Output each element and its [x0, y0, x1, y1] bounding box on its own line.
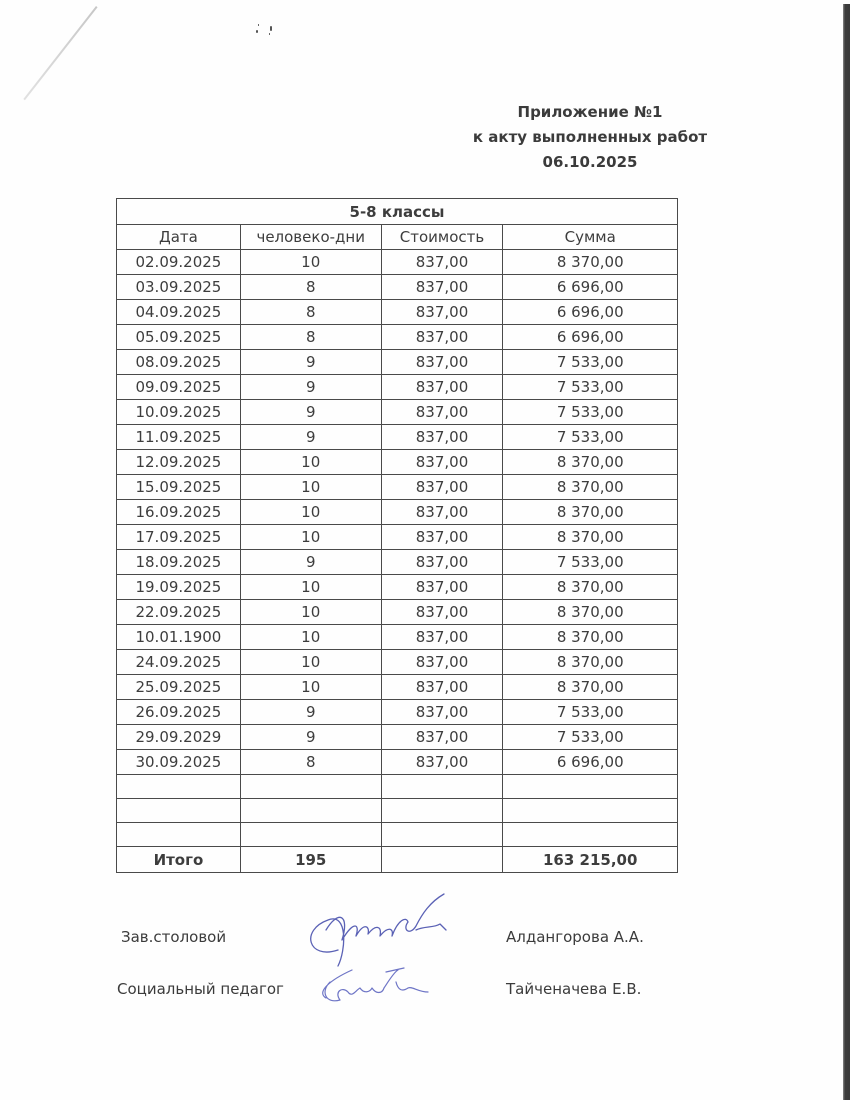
report-table — [116, 198, 678, 873]
appendix-header — [440, 100, 740, 175]
cell-cost: 837,00 — [381, 525, 503, 550]
cell-sum: 7 533,00 — [503, 375, 678, 400]
cell-sum: 8 370,00 — [503, 450, 678, 475]
cell-sum: 6 696,00 — [503, 750, 678, 775]
cell-cost: 837,00 — [381, 725, 503, 750]
cell-person-days: 9 — [240, 700, 381, 725]
cell-sum: 8 370,00 — [503, 600, 678, 625]
signer-name: Алдангорова А.А. — [506, 928, 644, 946]
cell-cost: 837,00 — [381, 375, 503, 400]
cell-sum: 7 533,00 — [503, 350, 678, 375]
cell-sum: 8 370,00 — [503, 500, 678, 525]
table-body — [117, 250, 678, 847]
cell-sum: 7 533,00 — [503, 550, 678, 575]
appendix-subtitle: к акту выполненных работ — [472, 128, 708, 146]
cell-cost: 837,00 — [381, 450, 503, 475]
table-title: 5-8 классы — [117, 199, 678, 225]
cell-date: 16.09.2025 — [117, 500, 241, 525]
cell-date: 17.09.2025 — [117, 525, 241, 550]
appendix-date: 06.10.2025 — [542, 153, 638, 171]
cell-person-days: 8 — [240, 750, 381, 775]
cell-sum: 7 533,00 — [503, 700, 678, 725]
cell-sum: 6 696,00 — [503, 275, 678, 300]
cell-person-days: 10 — [240, 575, 381, 600]
table-header-row — [117, 225, 678, 250]
cell-person-days: 9 — [240, 400, 381, 425]
cell-person-days: 9 — [240, 725, 381, 750]
speck — [256, 30, 258, 33]
cell-cost: 837,00 — [381, 600, 503, 625]
total-person-days: 195 — [240, 847, 381, 873]
cell-date: 19.09.2025 — [117, 575, 241, 600]
scan-specks — [254, 22, 278, 40]
cell-date: 10.01.1900 — [117, 625, 241, 650]
cell-sum: 8 370,00 — [503, 525, 678, 550]
empty-cell — [117, 775, 241, 799]
signer-role: Зав.столовой — [121, 928, 227, 946]
cell-date: 05.09.2025 — [117, 325, 241, 350]
cell-date: 11.09.2025 — [117, 425, 241, 450]
cell-person-days: 10 — [240, 675, 381, 700]
scan-fold-line — [23, 6, 97, 100]
table-row — [117, 375, 678, 400]
cell-cost: 837,00 — [381, 700, 503, 725]
table-row-empty — [117, 799, 678, 823]
empty-cell — [117, 823, 241, 847]
total-label: Итого — [117, 847, 241, 873]
cell-person-days: 10 — [240, 525, 381, 550]
cell-sum: 7 533,00 — [503, 725, 678, 750]
cell-person-days: 9 — [240, 425, 381, 450]
cell-date: 18.09.2025 — [117, 550, 241, 575]
cell-sum: 8 370,00 — [503, 625, 678, 650]
total-sum: 163 215,00 — [503, 847, 678, 873]
cell-cost: 837,00 — [381, 675, 503, 700]
signer-role: Социальный педагог — [117, 980, 284, 998]
table-row — [117, 325, 678, 350]
cell-person-days: 10 — [240, 500, 381, 525]
cell-sum: 8 370,00 — [503, 575, 678, 600]
table-row — [117, 550, 678, 575]
table-row — [117, 250, 678, 275]
cell-cost: 837,00 — [381, 350, 503, 375]
cell-cost: 837,00 — [381, 250, 503, 275]
table-row — [117, 475, 678, 500]
table-row — [117, 400, 678, 425]
table-row — [117, 725, 678, 750]
cell-sum: 8 370,00 — [503, 650, 678, 675]
cell-date: 30.09.2025 — [117, 750, 241, 775]
cell-cost: 837,00 — [381, 650, 503, 675]
cell-sum: 6 696,00 — [503, 325, 678, 350]
cell-person-days: 9 — [240, 375, 381, 400]
cell-sum: 8 370,00 — [503, 675, 678, 700]
speck — [269, 33, 270, 35]
table-title-row — [117, 199, 678, 225]
table-row — [117, 450, 678, 475]
cell-sum: 7 533,00 — [503, 425, 678, 450]
cell-date: 22.09.2025 — [117, 600, 241, 625]
cell-person-days: 10 — [240, 250, 381, 275]
table-row-empty — [117, 775, 678, 799]
column-header-cost: Стоимость — [381, 225, 503, 250]
empty-cell — [240, 823, 381, 847]
cell-date: 03.09.2025 — [117, 275, 241, 300]
empty-cell — [503, 823, 678, 847]
column-header-person-days: человеко-дни — [240, 225, 381, 250]
cell-person-days: 8 — [240, 300, 381, 325]
cell-sum: 8 370,00 — [503, 475, 678, 500]
cell-person-days: 10 — [240, 475, 381, 500]
cell-date: 09.09.2025 — [117, 375, 241, 400]
empty-cell — [503, 799, 678, 823]
empty-cell — [381, 799, 503, 823]
cell-date: 12.09.2025 — [117, 450, 241, 475]
cell-date: 15.09.2025 — [117, 475, 241, 500]
cell-cost: 837,00 — [381, 425, 503, 450]
empty-cell — [503, 775, 678, 799]
handwritten-signature-icon — [298, 890, 458, 970]
total-cost — [381, 847, 503, 873]
cell-sum: 8 370,00 — [503, 250, 678, 275]
column-header-date: Дата — [117, 225, 241, 250]
speck — [258, 24, 259, 26]
total-row — [117, 847, 678, 873]
appendix-title: Приложение №1 — [517, 103, 663, 121]
cell-person-days: 8 — [240, 275, 381, 300]
table-row — [117, 575, 678, 600]
cell-date: 29.09.2029 — [117, 725, 241, 750]
cell-person-days: 9 — [240, 550, 381, 575]
table-row — [117, 500, 678, 525]
cell-cost: 837,00 — [381, 625, 503, 650]
cell-person-days: 8 — [240, 325, 381, 350]
cell-person-days: 10 — [240, 650, 381, 675]
table-row — [117, 275, 678, 300]
handwritten-signature-icon — [312, 962, 442, 1012]
cell-cost: 837,00 — [381, 550, 503, 575]
table-row — [117, 425, 678, 450]
cell-date: 26.09.2025 — [117, 700, 241, 725]
speck — [270, 26, 272, 31]
column-header-sum: Сумма — [503, 225, 678, 250]
empty-cell — [117, 799, 241, 823]
cell-sum: 7 533,00 — [503, 400, 678, 425]
cell-date: 02.09.2025 — [117, 250, 241, 275]
table-row-empty — [117, 823, 678, 847]
cell-cost: 837,00 — [381, 500, 503, 525]
table-row — [117, 650, 678, 675]
cell-cost: 837,00 — [381, 300, 503, 325]
table-row — [117, 750, 678, 775]
cell-date: 10.09.2025 — [117, 400, 241, 425]
table-row — [117, 700, 678, 725]
cell-cost: 837,00 — [381, 575, 503, 600]
cell-cost: 837,00 — [381, 325, 503, 350]
empty-cell — [381, 775, 503, 799]
cell-date: 25.09.2025 — [117, 675, 241, 700]
cell-person-days: 10 — [240, 600, 381, 625]
cell-person-days: 10 — [240, 450, 381, 475]
empty-cell — [240, 775, 381, 799]
table-row — [117, 675, 678, 700]
table-row — [117, 300, 678, 325]
cell-cost: 837,00 — [381, 475, 503, 500]
cell-date: 24.09.2025 — [117, 650, 241, 675]
signer-name: Тайченачева Е.В. — [506, 980, 642, 998]
table-row — [117, 525, 678, 550]
empty-cell — [381, 823, 503, 847]
cell-cost: 837,00 — [381, 400, 503, 425]
cell-date: 08.09.2025 — [117, 350, 241, 375]
cell-cost: 837,00 — [381, 750, 503, 775]
table-row — [117, 600, 678, 625]
table-row — [117, 625, 678, 650]
cell-cost: 837,00 — [381, 275, 503, 300]
table-row — [117, 350, 678, 375]
cell-person-days: 10 — [240, 625, 381, 650]
empty-cell — [240, 799, 381, 823]
cell-date: 04.09.2025 — [117, 300, 241, 325]
cell-sum: 6 696,00 — [503, 300, 678, 325]
cell-person-days: 9 — [240, 350, 381, 375]
